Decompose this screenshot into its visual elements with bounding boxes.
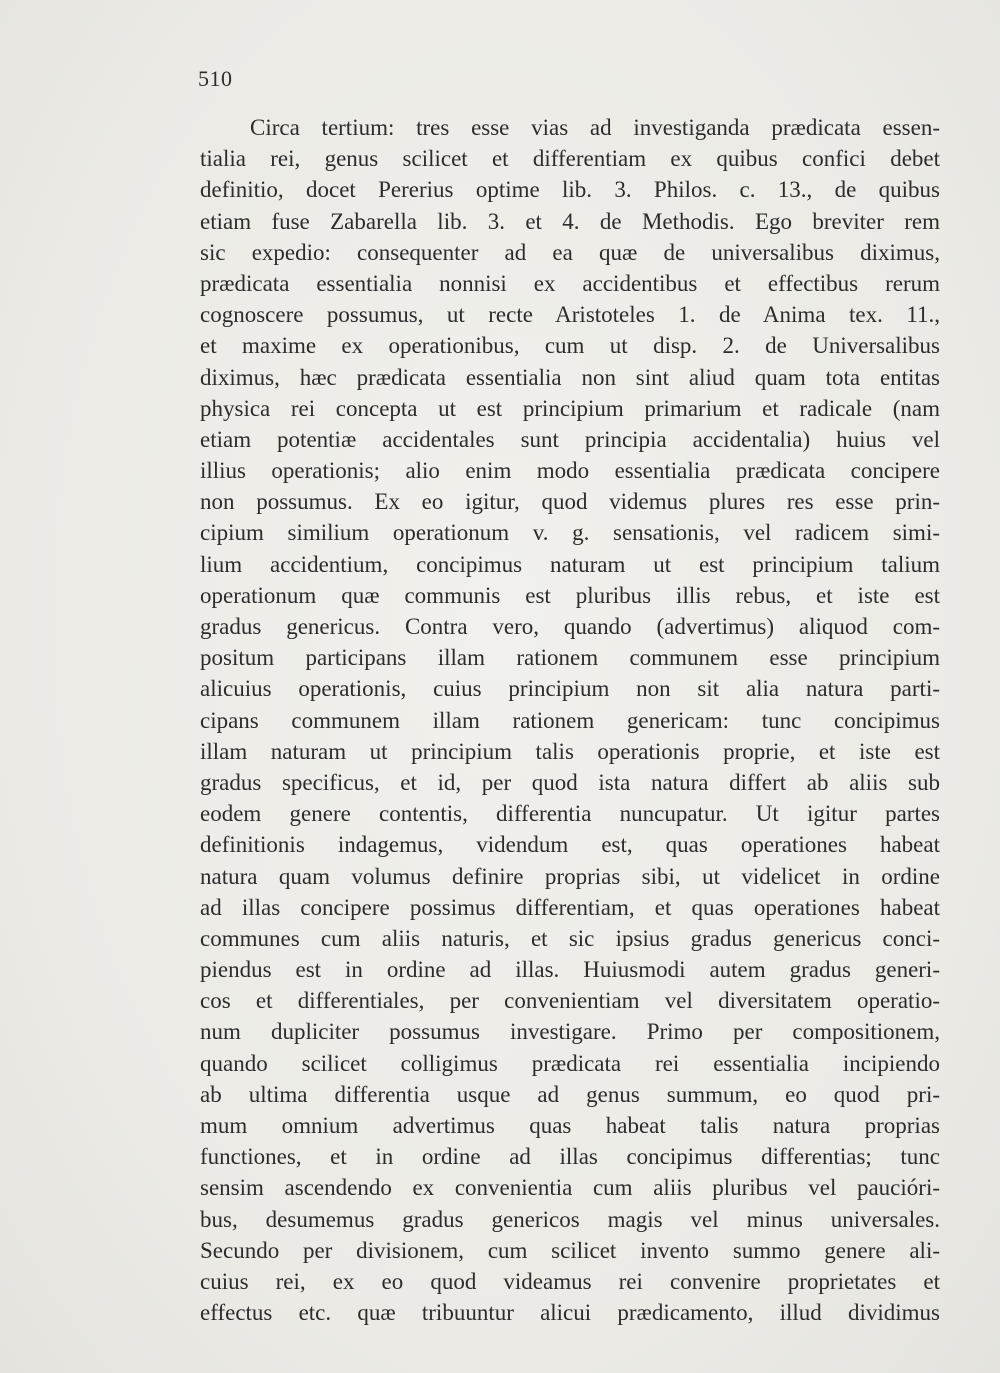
text-line: alicuius operationis, cuius principium non sit alia natura parti-: [200, 676, 940, 702]
main-text-block: [200, 112, 940, 1328]
text-line: positum participans illam rationem communem esse principium: [200, 645, 940, 671]
text-line: eodem genere contentis, differentia nuncupatur. Ut igitur partes: [200, 801, 940, 827]
text-line: ad illas concipere possimus differentiam, et quas operationes habeat: [200, 894, 940, 920]
text-line: mum omnium advertimus quas habeat talis natura proprias: [200, 1113, 940, 1138]
text-line: illam naturam ut principium talis operationis proprie, et iste est: [200, 738, 940, 764]
text-line: gradus specificus, et id, per quod ista natura differt ab aliis sub: [200, 769, 940, 795]
text-line: diximus, hæc prædicata essentialia non sint aliud quam tota entitas: [200, 364, 940, 390]
text-line: et maxime ex operationibus, cum ut disp. 2. de Universalibus: [200, 333, 940, 359]
text-line: communes cum aliis naturis, et sic ipsius gradus genericus conci-: [200, 925, 940, 951]
text-line: natura quam volumus definire proprias sibi, ut videlicet in ordine: [200, 863, 940, 889]
page-number: 510: [198, 66, 233, 91]
text-line: Secundo per divisionem, cum scilicet invento summo genere ali-: [200, 1237, 940, 1263]
text-line: bus, desumemus gradus genericos magis vel minus universales.: [200, 1206, 940, 1232]
text-line: piendus est in ordine ad illas. Huiusmodi autem gradus generi-: [200, 957, 940, 983]
text-line: physica rei concepta ut est principium primarium et radicale (nam: [200, 395, 940, 421]
text-line: definitionis indagemus, videndum est, quas operationes habeat: [200, 832, 940, 858]
text-line: Circa tertium: tres esse vias ad investiganda prædicata essen-: [250, 115, 940, 140]
text-line: functiones, et in ordine ad illas concipimus differentias; tunc: [200, 1144, 940, 1170]
text-line: lium accidentium, concipimus naturam ut est principium talium: [200, 551, 940, 577]
text-line: etiam fuse Zabarella lib. 3. et 4. de Methodis. Ego breviter rem: [200, 208, 940, 234]
text-line: sensim ascendendo ex convenientia cum aliis pluribus vel paucióri-: [200, 1175, 940, 1201]
text-line: non possumus. Ex eo igitur, quod videmus plures res esse prin-: [200, 489, 940, 515]
text-line: illius operationis; alio enim modo essentialia prædicata concipere: [200, 458, 940, 484]
text-line: quando scilicet colligimus prædicata rei essentialia incipiendo: [200, 1050, 940, 1076]
text-line: cognoscere possumus, ut recte Aristoteles 1. de Anima tex. 11.,: [200, 302, 940, 328]
text-line: etiam potentiæ accidentales sunt principia accidentalia) huius vel: [200, 426, 940, 452]
text-line: gradus genericus. Contra vero, quando (advertimus) aliquod com-: [200, 614, 940, 639]
text-line: operationum quæ communis est pluribus illis rebus, et iste est: [200, 582, 940, 608]
text-line: cipium similium operationum v. g. sensationis, vel radicem simi-: [200, 520, 940, 546]
text-line: cipans communem illam rationem genericam: tunc concipimus: [200, 707, 940, 733]
text-line: num dupliciter possumus investigare. Primo per compositionem,: [200, 1019, 940, 1045]
text-line: sic expedio: consequenter ad ea quæ de universalibus diximus,: [200, 239, 940, 265]
text-line: definitio, docet Pererius optime lib. 3. Philos. c. 13., de quibus: [200, 177, 940, 203]
text-line: prædicata essentialia nonnisi ex accidentibus et effectibus rerum: [200, 270, 940, 296]
text-line: cos et differentiales, per convenientiam vel diversitatem operatio-: [200, 988, 940, 1014]
text-line: ab ultima differentia usque ad genus summum, eo quod pri-: [200, 1081, 940, 1107]
text-line: cuius rei, ex eo quod videamus rei convenire proprietates et: [200, 1268, 940, 1294]
text-line: tialia rei, genus scilicet et differentiam ex quibus confici debet: [200, 146, 940, 172]
text-line: effectus etc. quæ tribuuntur alicui prædicamento, illud dividimus: [200, 1300, 940, 1326]
